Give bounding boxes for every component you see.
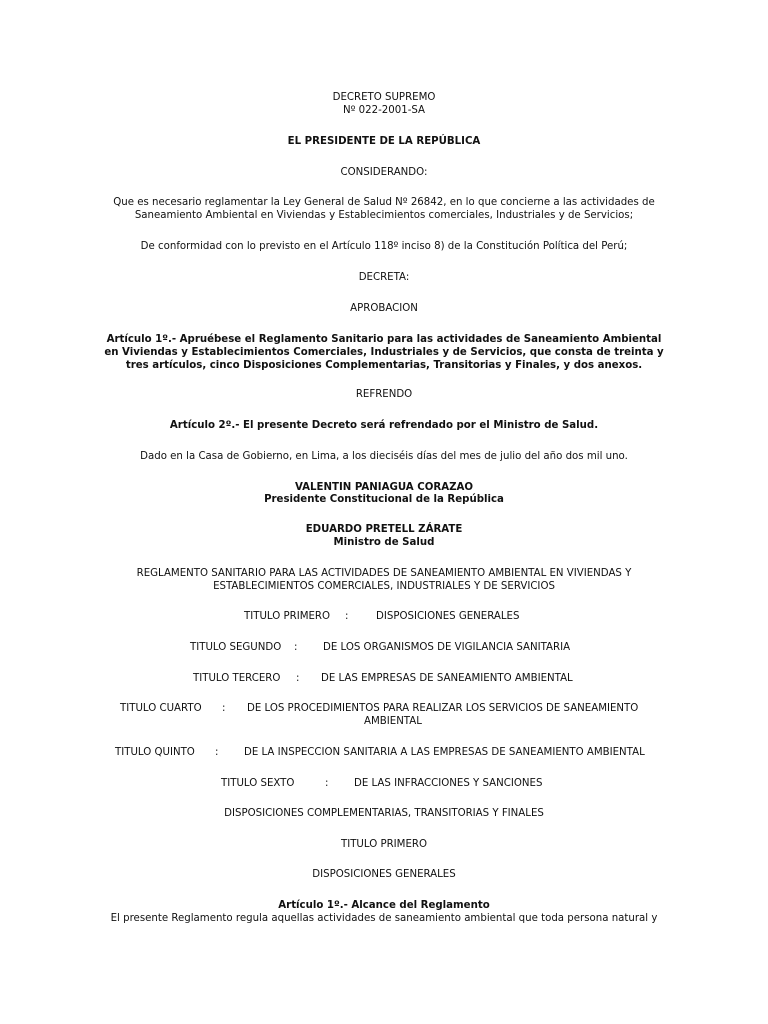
recital-1-line-1: Que es necesario reglamentar la Ley General de Salud Nº 26842, en lo que concierne a las actividades de — [113, 197, 655, 208]
regulation-title-line-2: ESTABLECIMIENTOS COMERCIALES, INDUSTRIALES Y DE SERVICIOS — [213, 581, 555, 592]
toc-separator: : — [345, 611, 349, 622]
regulation-article-1-text: El presente Reglamento regula aquellas actividades de saneamiento ambiental que toda persona natural y — [110, 913, 658, 924]
toc-label: TITULO CUARTO — [120, 703, 202, 714]
toc-separator: : — [325, 778, 329, 789]
toc-description: DE LOS ORGANISMOS DE VIGILANCIA SANITARIA — [323, 642, 571, 653]
toc-description: DE LOS PROCEDIMIENTOS PARA REALIZAR LOS SERVICIOS DE SANEAMIENTO — [247, 703, 639, 714]
article-2: Artículo 2º.- El presente Decreto será refrendado por el Ministro de Salud. — [169, 420, 599, 431]
general-provisions-heading: DISPOSICIONES GENERALES — [312, 869, 456, 880]
toc-label: TITULO SEGUNDO — [190, 642, 282, 653]
toc-label: TITULO QUINTO — [115, 747, 195, 758]
article-1-line-1: Artículo 1º.- Apruébese el Reglamento Sanitario para las actividades de Saneamiento Ambiental — [106, 334, 662, 345]
regulation-title-line-1: REGLAMENTO SANITARIO PARA LAS ACTIVIDADES DE SANEAMIENTO AMBIENTAL EN VIVIENDAS Y — [136, 568, 632, 579]
approval-heading: APROBACION — [350, 303, 418, 314]
toc-separator: : — [222, 703, 226, 714]
complementary-provisions: DISPOSICIONES COMPLEMENTARIAS, TRANSITORIAS Y FINALES — [224, 808, 544, 819]
toc-label: TITULO SEXTO — [221, 778, 295, 789]
toc-separator: : — [294, 642, 298, 653]
recital-2: De conformidad con lo previsto en el Artículo 118º inciso 8) de la Constitución Política del Perú; — [140, 241, 628, 252]
title-first-heading: TITULO PRIMERO — [340, 839, 428, 850]
document-page — [100, 0, 668, 1024]
article-1-line-2: en Viviendas y Establecimientos Comerciales, Industriales y de Servicios, que consta de treinta y — [104, 347, 664, 358]
toc-description: DE LAS INFRACCIONES Y SANCIONES — [354, 778, 543, 789]
signer-1-name: VALENTIN PANIAGUA CORAZAO — [294, 482, 474, 493]
signer-2-name: EDUARDO PRETELL ZÁRATE — [305, 524, 463, 535]
toc-label: TITULO PRIMERO — [244, 611, 331, 622]
toc-label: TITULO TERCERO — [193, 673, 281, 684]
regulation-article-1-heading: Artículo 1º.- Alcance del Reglamento — [278, 900, 490, 911]
toc-description-continued: AMBIENTAL — [364, 716, 422, 727]
signer-1-role: Presidente Constitucional de la República — [264, 494, 504, 505]
decreta-heading: DECRETA: — [358, 272, 410, 283]
toc-description: DE LAS EMPRESAS DE SANEAMIENTO AMBIENTAL — [321, 673, 573, 684]
decree-type: DECRETO SUPREMO — [332, 92, 436, 103]
given-at: Dado en la Casa de Gobierno, en Lima, a los dieciséis días del mes de julio del año dos mil uno. — [140, 451, 628, 462]
signer-2-role: Ministro de Salud — [333, 537, 435, 548]
toc-description: DE LA INSPECCION SANITARIA A LAS EMPRESAS DE SANEAMIENTO AMBIENTAL — [244, 747, 645, 758]
decree-number: Nº 022-2001-SA — [342, 105, 425, 116]
recital-1-line-2: Saneamiento Ambiental en Viviendas y Establecimientos comerciales, Industriales y de Servicios; — [134, 210, 634, 221]
toc-separator: : — [296, 673, 300, 684]
president-heading: EL PRESIDENTE DE LA REPÚBLICA — [287, 136, 481, 147]
toc-separator: : — [215, 747, 219, 758]
refrendo-heading: REFRENDO — [355, 389, 413, 400]
article-1-line-3: tres artículos, cinco Disposiciones Complementarias, Transitorias y Finales, y dos anexos. — [125, 360, 643, 371]
considering-heading: CONSIDERANDO: — [340, 167, 428, 178]
toc-description: DISPOSICIONES GENERALES — [376, 611, 520, 622]
